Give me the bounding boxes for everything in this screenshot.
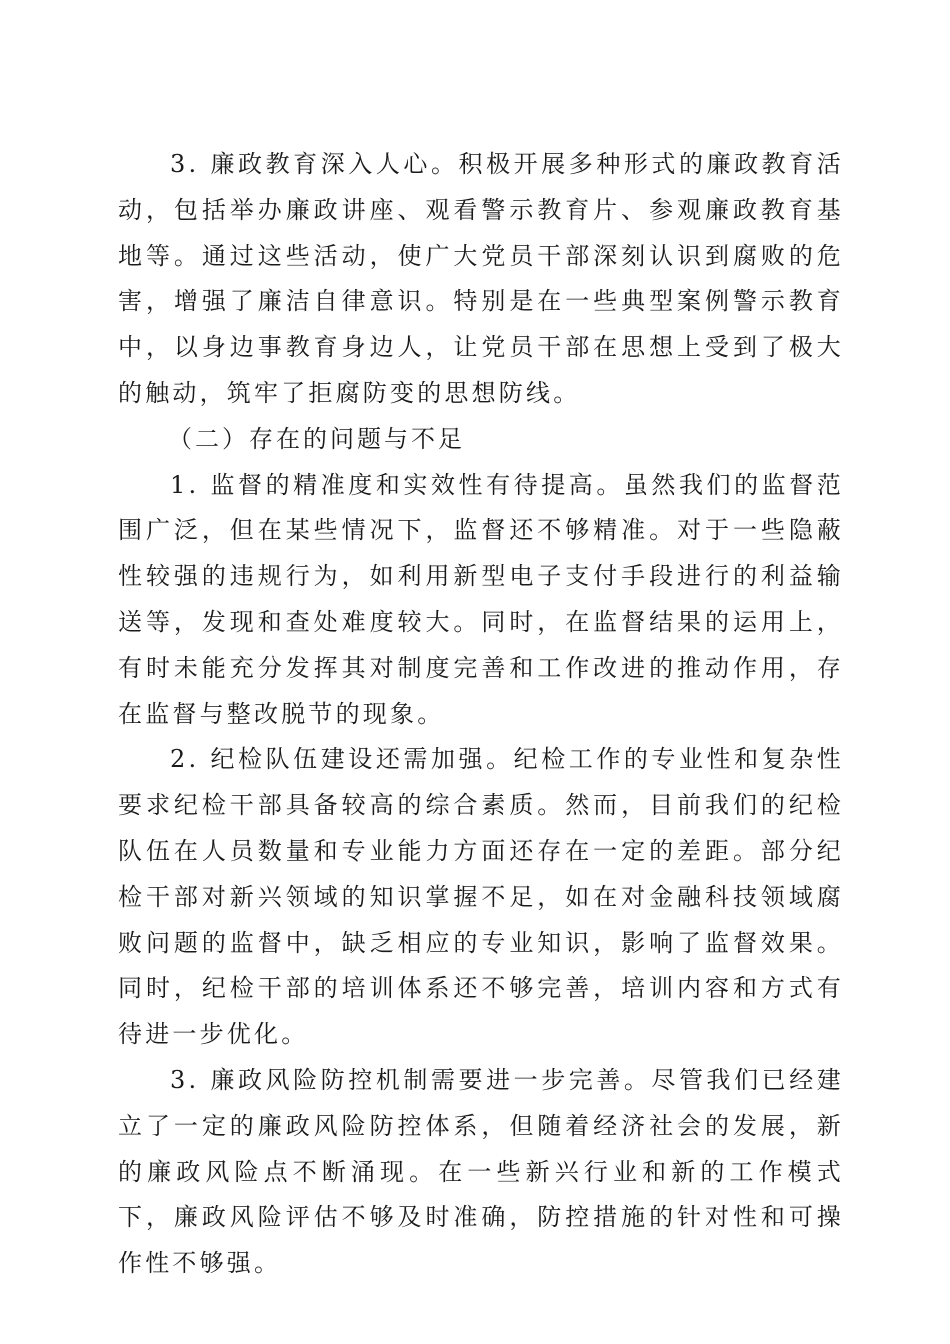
document-body [118, 142, 844, 1287]
paragraph-education: 3. 廉政教育深入人心。积极开展多种形式的廉政教育活动，包括举办廉政讲座、观看警示教育片、参观廉政教育基地等。通过这些活动，使广大党员干部深刻认识到腐败的危害，增强了廉洁自律意识。特别是在一些典型案例警示教育中，以身边事教育身边人，让党员干部在思想上受到了极大的触动，筑牢了拒腐防变的思想防线。 [118, 150, 844, 407]
paragraph-supervision: 1. 监督的精准度和实效性有待提高。虽然我们的监督范围广泛，但在某些情况下，监督还不够精准。对于一些隐蔽性较强的违规行为，如利用新型电子支付手段进行的利益输送等，发现和查处难度较大。同时，在监督结果的运用上，有时未能充分发挥其对制度完善和工作改进的推动作用，存在监督与整改脱节的现象。 [118, 470, 844, 728]
section-heading-problems: （二）存在的问题与不足 [168, 424, 465, 453]
paragraph-risk-control: 3. 廉政风险防控机制需要进一步完善。尽管我们已经建立了一定的廉政风险防控体系，但随着经济社会的发展，新的廉政风险点不断涌现。在一些新兴行业和新的工作模式下，廉政风险评估不够及时准确，防控措施的针对性和可操作性不够强。 [118, 1065, 844, 1278]
paragraph-team-building: 2. 纪检队伍建设还需加强。纪检工作的专业性和复杂性要求纪检干部具备较高的综合素质。然而，目前我们的纪检队伍在人员数量和专业能力方面还存在一定的差距。部分纪检干部对新兴领域的知识掌握不足，如在对金融科技领域腐败问题的监督中，缺乏相应的专业知识，影响了监督效果。同时，纪检干部的培训体系还不够完善，培训内容和方式有待进一步优化。 [118, 745, 844, 1049]
